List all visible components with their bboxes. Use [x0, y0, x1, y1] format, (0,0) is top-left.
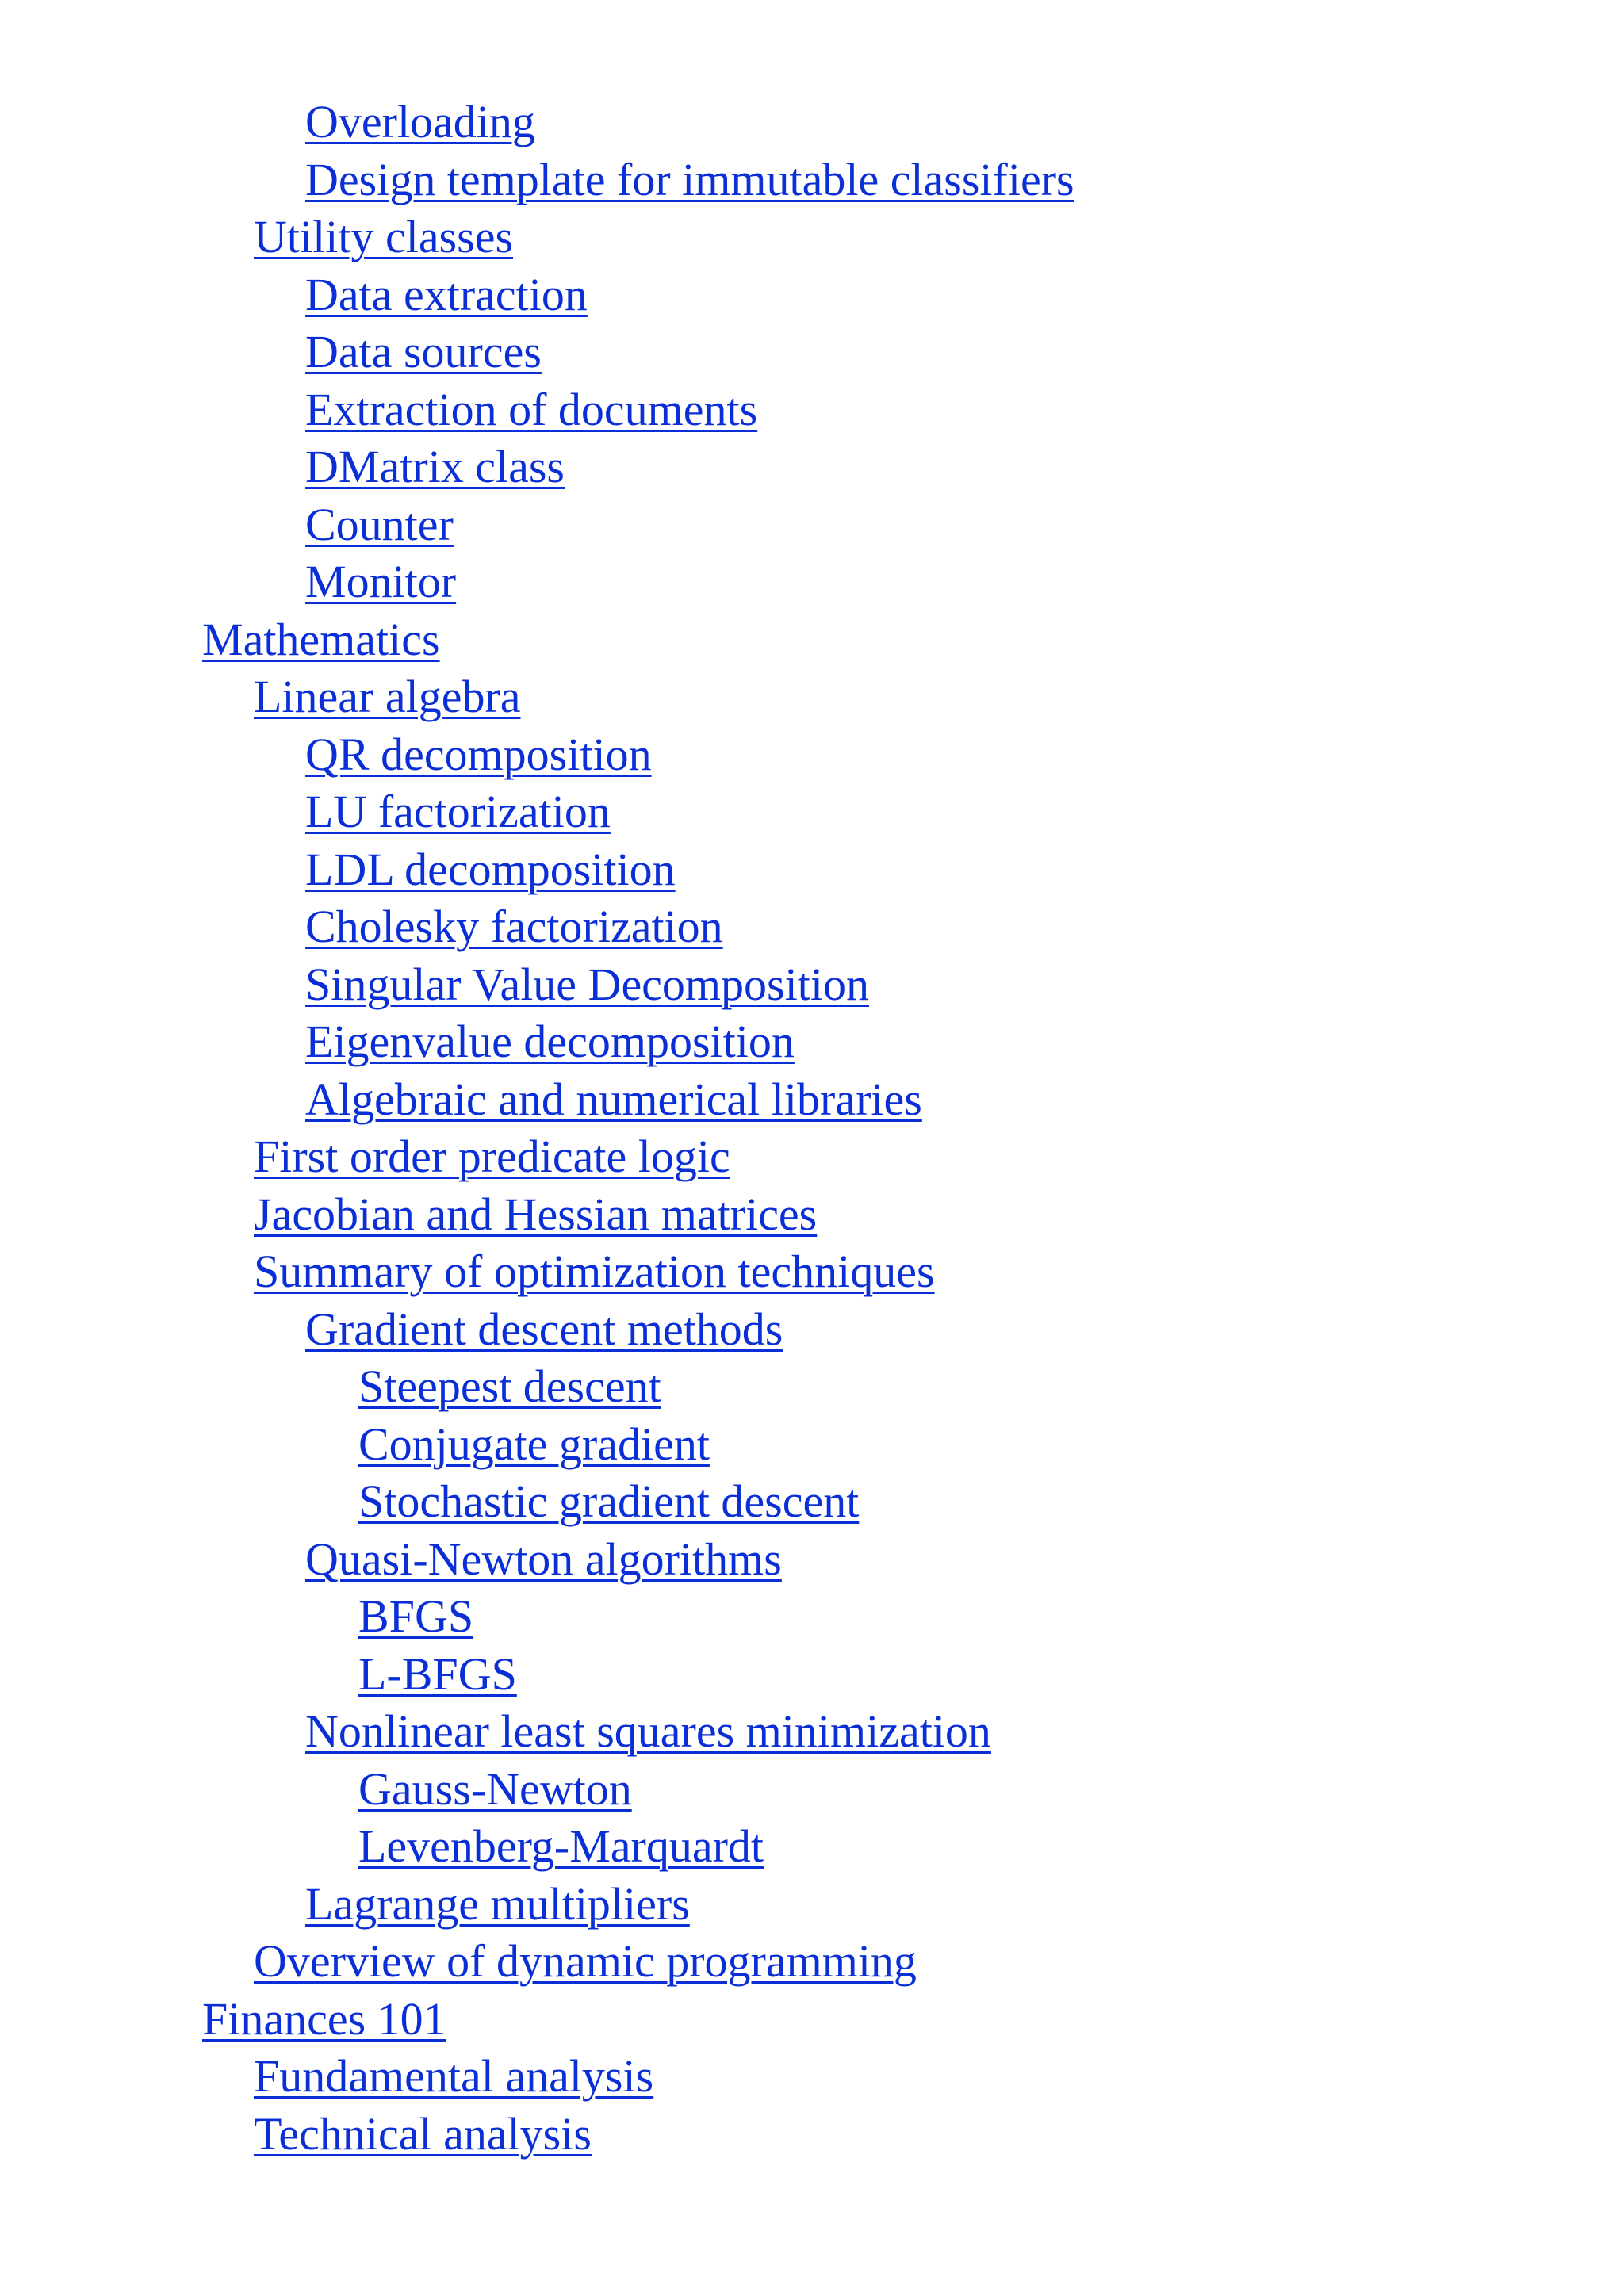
toc-link-bfgs[interactable]: BFGS [358, 1590, 474, 1642]
toc-item [0, 1416, 1624, 1474]
toc-link-dmatrix-class[interactable]: DMatrix class [305, 441, 565, 492]
toc-item [0, 1703, 1624, 1761]
toc-item [0, 553, 1624, 611]
toc-item [0, 1186, 1624, 1244]
toc-link-l-bfgs[interactable]: L-BFGS [358, 1647, 517, 1700]
toc-link-data-sources[interactable]: Data sources [305, 326, 542, 377]
toc-link-linear-algebra[interactable]: Linear algebra [254, 671, 521, 722]
toc-item [0, 381, 1624, 439]
toc-item [0, 611, 1624, 669]
toc-item [0, 1876, 1624, 1934]
toc-item [0, 898, 1624, 956]
toc-link-mathematics[interactable]: Mathematics [202, 613, 440, 665]
toc-item [0, 1933, 1624, 1991]
toc-link-first-order-predicate-logic[interactable]: First order predicate logic [254, 1131, 730, 1182]
toc-link-gradient-descent-methods[interactable]: Gradient descent methods [305, 1303, 783, 1355]
toc-link-fundamental-analysis[interactable]: Fundamental analysis [254, 2050, 654, 2102]
toc-link-ldl-decomposition[interactable]: LDL decomposition [305, 843, 676, 895]
table-of-contents [0, 94, 1624, 2163]
toc-item [0, 956, 1624, 1014]
toc-item [0, 1243, 1624, 1301]
toc-link-steepest-descent[interactable]: Steepest descent [358, 1360, 661, 1412]
toc-link-eigenvalue-decomposition[interactable]: Eigenvalue decomposition [305, 1016, 795, 1067]
toc-link-summary-of-optimization-techniques[interactable]: Summary of optimization techniques [254, 1246, 935, 1297]
toc-link-monitor[interactable]: Monitor [305, 556, 457, 607]
toc-link-gauss-newton[interactable]: Gauss-Newton [358, 1762, 632, 1815]
toc-item [0, 1588, 1624, 1646]
toc-link-finances-101[interactable]: Finances 101 [202, 1992, 446, 2045]
toc-item [0, 1761, 1624, 1819]
toc-item [0, 94, 1624, 151]
toc-link-conjugate-gradient[interactable]: Conjugate gradient [358, 1418, 710, 1470]
toc-link-stochastic-gradient-descent[interactable]: Stochastic gradient descent [358, 1475, 860, 1527]
toc-item [0, 1531, 1624, 1589]
toc-item [0, 1818, 1624, 1876]
toc-link-overloading[interactable]: Overloading [305, 96, 535, 147]
toc-item [0, 1991, 1624, 2049]
toc-item [0, 323, 1624, 381]
toc-item [0, 1473, 1624, 1531]
toc-link-algebraic-and-numerical-libraries[interactable]: Algebraic and numerical libraries [305, 1073, 922, 1125]
toc-link-extraction-of-documents[interactable]: Extraction of documents [305, 383, 758, 435]
toc-item [0, 1013, 1624, 1071]
toc-item [0, 438, 1624, 496]
toc-link-singular-value-decomposition[interactable]: Singular Value Decomposition [305, 958, 869, 1010]
toc-link-quasi-newton-algorithms[interactable]: Quasi-Newton algorithms [305, 1533, 782, 1585]
toc-link-technical-analysis[interactable]: Technical analysis [254, 2107, 592, 2160]
toc-item [0, 668, 1624, 726]
toc-item [0, 1301, 1624, 1359]
toc-link-cholesky-factorization[interactable]: Cholesky factorization [305, 901, 723, 952]
toc-link-data-extraction[interactable]: Data extraction [305, 268, 588, 320]
toc-link-jacobian-and-hessian-matrices[interactable]: Jacobian and Hessian matrices [254, 1188, 818, 1240]
toc-link-overview-of-dynamic-programming[interactable]: Overview of dynamic programming [254, 1935, 917, 1987]
toc-item [0, 151, 1624, 209]
toc-item [0, 266, 1624, 324]
toc-item [0, 2106, 1624, 2164]
toc-item [0, 726, 1624, 784]
toc-item [0, 1128, 1624, 1186]
toc-item [0, 1646, 1624, 1704]
toc-item [0, 1071, 1624, 1129]
toc-link-levenberg-marquardt[interactable]: Levenberg-Marquardt [358, 1820, 764, 1872]
toc-link-counter[interactable]: Counter [305, 498, 454, 550]
toc-item [0, 841, 1624, 899]
toc-item [0, 209, 1624, 266]
toc-item [0, 783, 1624, 841]
toc-link-design-template-for-immutable-classifiers[interactable]: Design template for immutable classifiers [305, 153, 1074, 205]
toc-link-nonlinear-least-squares-minimization[interactable]: Nonlinear least squares minimization [305, 1705, 991, 1757]
toc-link-lu-factorization[interactable]: LU factorization [305, 786, 611, 837]
toc-item [0, 496, 1624, 554]
toc-link-lagrange-multipliers[interactable]: Lagrange multipliers [305, 1877, 690, 1930]
toc-item [0, 2048, 1624, 2106]
toc-link-utility-classes[interactable]: Utility classes [254, 211, 514, 262]
toc-link-qr-decomposition[interactable]: QR decomposition [305, 728, 652, 780]
toc-item [0, 1358, 1624, 1416]
